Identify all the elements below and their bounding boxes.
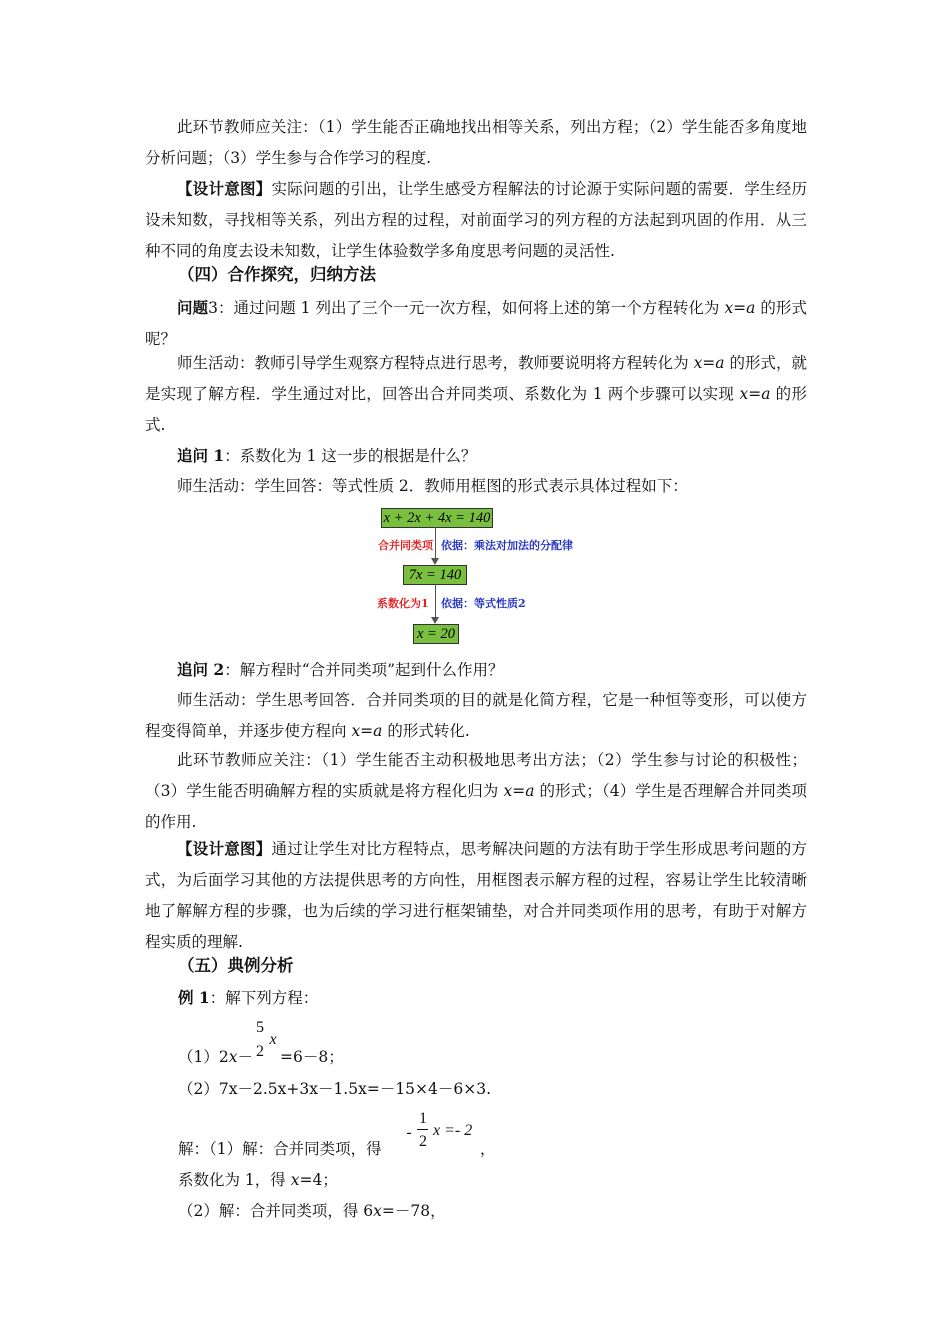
fraction-denominator: 2 xyxy=(419,1133,427,1150)
teacher-student-activity-2: 师生活动：学生回答：等式性质 2．教师用框图的形式表示具体过程如下： xyxy=(177,477,688,495)
arrow-down-icon xyxy=(431,558,439,565)
follow-up-question-2: 追问 2：解方程时“合并同类项”起到什么作用？ xyxy=(177,660,504,679)
diagram-step-1-basis: 依据：乘法对加法的分配律 xyxy=(441,539,573,552)
diagram-arrow-2-line xyxy=(435,584,436,620)
fraction-numerator: 5 xyxy=(256,1019,264,1036)
diagram-box-equation-1: x + 2x + 4x = 140 xyxy=(381,508,493,528)
diagram-step-1-label: 合并同类项 xyxy=(378,539,433,552)
diagram-step-2-basis: 依据：等式性质2 xyxy=(441,597,526,610)
paragraph-design-intent-2: 【设计意图】通过让学生对比方程特点，思考解决问题的方法有助于学生形成思考问题的方式，为后面学习其他的方法提供思考的方向性，用框图表示解方程的过程，容易让学生比较清晰地了解解方程的步骤，也为后续的学习进行框架铺垫，对合并同类项作用的思考，有助于对解方程实质的理解. xyxy=(145,839,807,951)
fraction-numerator: 1 xyxy=(419,1110,427,1127)
fraction-denominator: 2 xyxy=(256,1043,264,1060)
diagram-step-2-label: 系数化为1 xyxy=(377,597,429,610)
follow-up-question-1: 追问 1：系数化为 1 这一步的根据是什么？ xyxy=(177,446,477,465)
teacher-student-activity-1: 师生活动：教师引导学生观察方程特点进行思考，教师要说明将方程转化为 x=a 的形式，就是实现了解方程．学生通过对比，回答出合并同类项、系数化为 1 两个步骤可以实现 x=a 的形式. xyxy=(145,354,807,434)
solution-2: （2）解：合并同类项，得 6x=－78， xyxy=(178,1202,446,1220)
paragraph-focus-2: 此环节教师应关注：（1）学生能否主动积极地思考出方法；（2）学生参与讨论的积极性；（3）学生能否明确解方程的实质就是将方程化归为 x=a 的形式；（4）学生是否理解合并同类项的作用. xyxy=(145,751,807,831)
design-intent-tag: 【设计意图】 xyxy=(177,179,272,198)
diagram-box-equation-3: x = 20 xyxy=(413,624,459,644)
question-3: 问题3：通过问题 1 列出了三个一元一次方程，如何将上述的第一个方程转化为 x=a 的形式呢？ xyxy=(145,298,807,348)
document-page: 此环节教师应关注：（1）学生能否正确地找出相等关系，列出方程；（2）学生能否多角度地分析问题；（3）学生参与合作学习的程度. 【设计意图】实际问题的引出，让学生感受方程解法的讨论源于实际问题的需要．学生经历设未知数，寻找相等关系，列出方程的过程，对前面学习的列方程的方法起到巩固的作用．从三种不同的角度去设未知数，让学生体验数学多角度思考问题的灵活性. （四）合作探究，归纳方法 问题3：通过问题 1 列出了三个一元一次方程，如何将上述的第一个方程转化为 x=a 的形式呢？ 师生活动：教师引导学生观察方程特点进行思考，教师要说明将方程转化为 x=a 的形式，就是实现了解方程．学生通过对比，回答出合并同类项、系数化为 1 两个步骤可以实现 x=a 的形式. 追问 1：系数化为 1 这一步的根据是什么？ 师生活动：学生回答：等式性质 2．教师用框图的形式表示具体过程如下： x + 2x + 4x = 140 合并同类项 依据：乘法对加法的分配律 7x = 140 系数化为1 依据：等式性质2 x = 20 追问 2：解方程时“合并同类项”起到什么作用？ 师生活动：学生思考回答．合并同类项的目的就是化简方程，它是一种恒等变形，可以使方程变得简单，并逐步使方程向 x=a 的形式转化. 此环节教师应关注：（1）学生能否主动积极地思考出方法；（2）学生参与讨论的积极性；（3）学生能否明确解方程的实质就是将方程化归为 x=a 的形式；（4）学生是否理解合并同类项的作用. 【设计意图】通过让学生对比方程特点，思考解决问题的方法有助于学生形成思考问题的方式，为后面学习其他的方法提供思考的方向性，用框图表示解方程的过程，容易让学生比较清晰地了解解方程的步骤，也为后续的学习进行框架铺垫，对合并同类项作用的思考，有助于对解方程实质的理解. （五）典例分析 例 1：解下列方程： （1）2x－ 5 2 x =6－8； （2）7x－2.5x+3x－1.5x=－15×4－6×3. 解：（1）解：合并同类项，得 - 1 2 x =- 2 ， 系数化为 1，得 x=4； （2）解：合并同类项，得 6x=－78， xyxy=(0,0,950,1344)
section-heading-4: （四）合作探究，归纳方法 xyxy=(178,265,376,284)
fraction-variable: x xyxy=(269,1031,277,1048)
solution-1-step-2: 系数化为 1，得 x=4； xyxy=(178,1171,338,1189)
diagram-arrow-1-line xyxy=(435,527,436,561)
section-heading-5: （五）典例分析 xyxy=(178,956,294,975)
paragraph-design-intent-1: 【设计意图】实际问题的引出，让学生感受方程解法的讨论源于实际问题的需要．学生经历设未知数，寻找相等关系，列出方程的过程，对前面学习的列方程的方法起到巩固的作用．从三种不同的角度去设未知数，让学生体验数学多角度思考问题的灵活性. xyxy=(145,179,807,260)
teacher-student-activity-3: 师生活动：学生思考回答．合并同类项的目的就是化简方程，它是一种恒等变形，可以使方程变得简单，并逐步使方程向 x=a 的形式转化. xyxy=(145,691,807,740)
arrow-down-icon xyxy=(431,617,439,624)
design-intent-tag: 【设计意图】 xyxy=(177,839,272,858)
fraction-bar xyxy=(417,1129,428,1130)
example-1: 例 1：解下列方程： xyxy=(178,988,319,1007)
diagram-box-equation-2: 7x = 140 xyxy=(403,565,467,585)
paragraph-focus-1: 此环节教师应关注：（1）学生能否正确地找出相等关系，列出方程；（2）学生能否多角度地分析问题；（3）学生参与合作学习的程度. xyxy=(145,118,807,167)
equation-2: （2）7x－2.5x+3x－1.5x=－15×4－6×3. xyxy=(178,1080,492,1098)
